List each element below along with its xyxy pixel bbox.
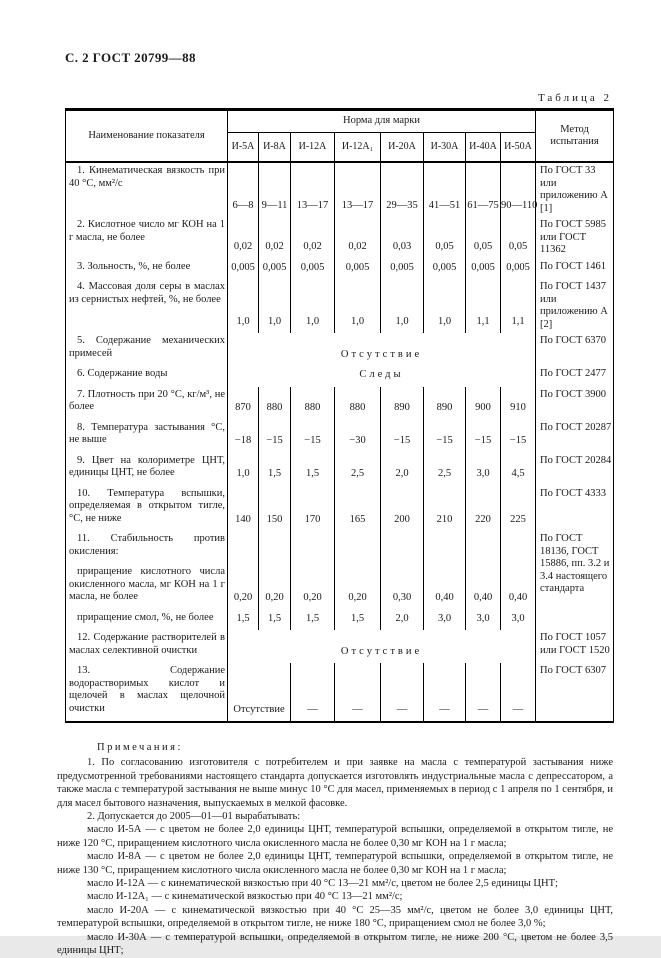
grade-header-3: И-12А [291, 132, 335, 162]
grade-header-5: И-20А [381, 132, 424, 162]
method-cell: По ГОСТ 2477 [536, 366, 614, 387]
value-cell: 0,20 [291, 564, 335, 610]
row-label: 5. Содержание механических примесей [66, 333, 228, 366]
value-cell: 61—75 [466, 162, 501, 217]
value-cell: 220 [466, 486, 501, 532]
method-cell: По ГОСТ 4333 [536, 486, 614, 532]
value-cell: 4,5 [501, 453, 536, 486]
value-cell: 0,20 [259, 564, 291, 610]
value-cell: 0,005 [291, 259, 335, 280]
value-cell: 41—51 [424, 162, 466, 217]
method-cell: По ГОСТ 33 или приложению А [1] [536, 162, 614, 217]
method-cell: По ГОСТ 6370 [536, 333, 614, 366]
value-cell: 1,0 [228, 279, 259, 333]
value-cell [335, 531, 381, 564]
value-cell: 3,0 [466, 610, 501, 631]
row-label: 13. Содержание водорастворимых кислот и щелочей в маслах щелочной очистки [66, 663, 228, 722]
method-cell: По ГОСТ 18136, ГОСТ 15886, пп. 3.2 и 3.4 настоящего стандарта [536, 531, 614, 630]
value-cell: 9—11 [259, 162, 291, 217]
page-header: С. 2 ГОСТ 20799—88 [65, 50, 196, 65]
value-cell: — [466, 663, 501, 722]
row-label: 8. Температура застывания °С, не выше [66, 420, 228, 453]
value-cell: 0,005 [424, 259, 466, 280]
note-paragraph-3: масло И-5А — с цветом не более 2,0 единицы ЦНТ, температурой вспышки, определяемой в открытом тигле, не ниже 120 °С, приращением кислотного числа окисленного масла не более 0,30 мг КОН на 1 г масла; [57, 824, 613, 849]
value-cell: 140 [228, 486, 259, 532]
value-cell [381, 531, 424, 564]
value-cell: 1,5 [291, 453, 335, 486]
value-cell: 0,40 [501, 564, 536, 610]
value-cell: — [381, 663, 424, 722]
value-cell: 6—8 [228, 162, 259, 217]
grade-header-4: И-12А₁ [335, 132, 381, 162]
value-cell: Отсутствие [228, 333, 536, 366]
note-paragraph-6: масло И-12А₁ — с кинематической вязкостью при 40 °С 13—21 мм²/с; [87, 891, 403, 903]
row-label: 6. Содержание воды [66, 366, 228, 387]
value-cell: −15 [291, 420, 335, 453]
grade-header-7: И-40А [466, 132, 501, 162]
method-cell: По ГОСТ 3900 [536, 387, 614, 420]
method-cell: По ГОСТ 20287 [536, 420, 614, 453]
value-cell: −15 [259, 420, 291, 453]
value-cell: 0,20 [228, 564, 259, 610]
value-cell: 0,03 [381, 217, 424, 259]
row-label: 9. Цвет на колориметре ЦНТ, единицы ЦНТ, не более [66, 453, 228, 486]
value-cell: 890 [424, 387, 466, 420]
row-label: 1. Кинематическая вязкость при 40 °С, мм²/с [66, 162, 228, 217]
value-cell [424, 531, 466, 564]
value-cell: 2,5 [424, 453, 466, 486]
value-cell: −18 [228, 420, 259, 453]
value-cell: 2,5 [335, 453, 381, 486]
value-cell: — [424, 663, 466, 722]
value-cell: 0,005 [228, 259, 259, 280]
value-cell: 1,1 [501, 279, 536, 333]
value-cell: Следы [228, 366, 536, 387]
notes-section [57, 741, 613, 958]
note-paragraph-4: масло И-8А — с цветом не более 2,0 единицы ЦНТ, температурой вспышки, определяемой в открытом тигле, не ниже 130 °С, приращением кислотного числа окисленного масла не более 0,30 мг КОН на 1 г масла; [57, 851, 613, 876]
note-paragraph-1: 1. По согласованию изготовителя с потребителем и при заявке на масла с температурой застывания ниже предусмотренной требованиями настоящего стандарта допускается изготовлять индустриальные масла с депрессатором, а также масла с температурой застывания не выше минус 10 °С для масел, применяемых в период с 1 апреля по 1 сентября, и для масел бытового назначения, выпускаемых в мелкой фасовке. [57, 757, 613, 809]
header-row-1 [66, 110, 614, 133]
table-row-1 [66, 162, 614, 217]
column-header-name: Наименование показателя [66, 110, 228, 163]
value-cell: 3,0 [501, 610, 536, 631]
table-row-2 [66, 217, 614, 259]
spec-table [65, 108, 614, 723]
row-label: 2. Кислотное число мг КОН на 1 г масла, не более [66, 217, 228, 259]
value-cell [259, 531, 291, 564]
value-cell: 1,0 [291, 279, 335, 333]
value-cell: 170 [291, 486, 335, 532]
value-cell: 150 [259, 486, 291, 532]
value-cell: 1,0 [228, 453, 259, 486]
table-row-6 [66, 366, 614, 387]
value-cell: 1,0 [424, 279, 466, 333]
note-paragraph-5: масло И-12А — с кинематической вязкостью при 40 °С 13—21 мм²/с, цветом не более 2,5 единицы ЦНТ; [87, 878, 558, 890]
value-cell [466, 531, 501, 564]
value-cell: 1,5 [335, 610, 381, 631]
method-cell: По ГОСТ 6307 [536, 663, 614, 722]
value-cell: Отсутствие [228, 630, 536, 663]
value-cell: 1,5 [228, 610, 259, 631]
row-label: 4. Массовая доля серы в маслах из сернистых нефтей, %, не более [66, 279, 228, 333]
table-row-9 [66, 453, 614, 486]
value-cell: 0,005 [335, 259, 381, 280]
value-cell: 0,005 [259, 259, 291, 280]
value-cell: 1,0 [381, 279, 424, 333]
value-cell: 0,40 [424, 564, 466, 610]
value-cell [501, 531, 536, 564]
value-cell: 0,30 [381, 564, 424, 610]
value-cell: 870 [228, 387, 259, 420]
value-cell: Отсутствие [228, 663, 291, 722]
notes-heading: Примечания: [97, 742, 183, 753]
table-row-12 [66, 564, 614, 610]
note-paragraph-8: масло И-30А — с температурой вспышки, определяемой в открытом тигле, не ниже 200 °С, цветом не более 3,5 единицы ЦНТ; [57, 931, 613, 957]
grade-header-6: И-30А [424, 132, 466, 162]
value-cell: 2,0 [381, 610, 424, 631]
value-cell: 0,05 [501, 217, 536, 259]
value-cell: 0,40 [466, 564, 501, 610]
value-cell: 1,5 [259, 610, 291, 631]
value-cell [228, 531, 259, 564]
value-cell: — [291, 663, 335, 722]
value-cell: 900 [466, 387, 501, 420]
value-cell: — [501, 663, 536, 722]
row-label: 3. Зольность, %, не более [66, 259, 228, 280]
table-row-11 [66, 531, 614, 564]
value-cell: 0,005 [466, 259, 501, 280]
value-cell: 0,20 [335, 564, 381, 610]
value-cell: 0,05 [466, 217, 501, 259]
value-cell: 210 [424, 486, 466, 532]
value-cell: −15 [381, 420, 424, 453]
value-cell: −15 [501, 420, 536, 453]
method-cell: По ГОСТ 5985 или ГОСТ 11362 [536, 217, 614, 259]
value-cell: 0,02 [228, 217, 259, 259]
table-label: Таблица 2 [537, 92, 612, 104]
value-cell: 1,0 [335, 279, 381, 333]
method-cell: По ГОСТ 20284 [536, 453, 614, 486]
table-row-14 [66, 630, 614, 663]
value-cell: −15 [466, 420, 501, 453]
value-cell: 29—35 [381, 162, 424, 217]
value-cell: 0,02 [335, 217, 381, 259]
note-paragraph-7: масло И-20А — с кинематической вязкостью при 40 °С 25—35 мм²/с, цветом не более 3,0 единицы ЦНТ, температурой вспышки, определяемой в открытом тигле, не ниже 180 °С, приращением смол не более 3,0 %; [57, 904, 613, 930]
value-cell: 3,0 [424, 610, 466, 631]
table-row-3 [66, 259, 614, 280]
value-cell: 0,005 [501, 259, 536, 280]
table-row-13 [66, 610, 614, 631]
method-cell: По ГОСТ 1057 или ГОСТ 1520 [536, 630, 614, 663]
value-cell: −30 [335, 420, 381, 453]
table-row-4 [66, 279, 614, 333]
method-cell: По ГОСТ 1437 или приложению А [2] [536, 279, 614, 333]
value-cell: 880 [259, 387, 291, 420]
row-label: 10. Температура вспышки, определяемая в открытом тигле, °С, не ниже [66, 486, 228, 532]
grade-header-1: И-5А [228, 132, 259, 162]
value-cell: 13—17 [335, 162, 381, 217]
value-cell: 1,5 [259, 453, 291, 486]
value-cell: 880 [291, 387, 335, 420]
table-row-10 [66, 486, 614, 532]
value-cell: 3,0 [466, 453, 501, 486]
row-label: 7. Плотность при 20 °С, кг/м³, не более [66, 387, 228, 420]
value-cell: 0,05 [424, 217, 466, 259]
method-cell: По ГОСТ 1461 [536, 259, 614, 280]
value-cell: 165 [335, 486, 381, 532]
value-cell: 1,5 [291, 610, 335, 631]
value-cell: 200 [381, 486, 424, 532]
value-cell: 880 [335, 387, 381, 420]
note-paragraph-2: 2. Допускается до 2005—01—01 вырабатывать: [87, 811, 301, 823]
value-cell: 0,02 [291, 217, 335, 259]
value-cell: 13—17 [291, 162, 335, 217]
table-row-5 [66, 333, 614, 366]
row-label: приращение кислотного числа окисленного масла, мг КОН на 1 г масла, не более [66, 564, 228, 610]
value-cell: 2,0 [381, 453, 424, 486]
value-cell: 1,1 [466, 279, 501, 333]
grade-header-2: И-8А [259, 132, 291, 162]
row-label: приращение смол, %, не более [66, 610, 228, 631]
value-cell: — [335, 663, 381, 722]
row-label: 11. Стабильность против окисления: [66, 531, 228, 564]
row-label: 12. Содержание растворителей в маслах селективной очистки [66, 630, 228, 663]
value-cell: 225 [501, 486, 536, 532]
column-header-method: Метод испытания [536, 110, 614, 163]
column-header-norm-group: Норма для марки [228, 110, 536, 133]
value-cell [291, 531, 335, 564]
grade-header-8: И-50А [501, 132, 536, 162]
table-row-15 [66, 663, 614, 722]
value-cell: 0,005 [381, 259, 424, 280]
table-row-7 [66, 387, 614, 420]
value-cell: 890 [381, 387, 424, 420]
value-cell: 90—110 [501, 162, 536, 217]
value-cell: 910 [501, 387, 536, 420]
value-cell: 1,0 [259, 279, 291, 333]
value-cell: −15 [424, 420, 466, 453]
table-row-8 [66, 420, 614, 453]
value-cell: 0,02 [259, 217, 291, 259]
